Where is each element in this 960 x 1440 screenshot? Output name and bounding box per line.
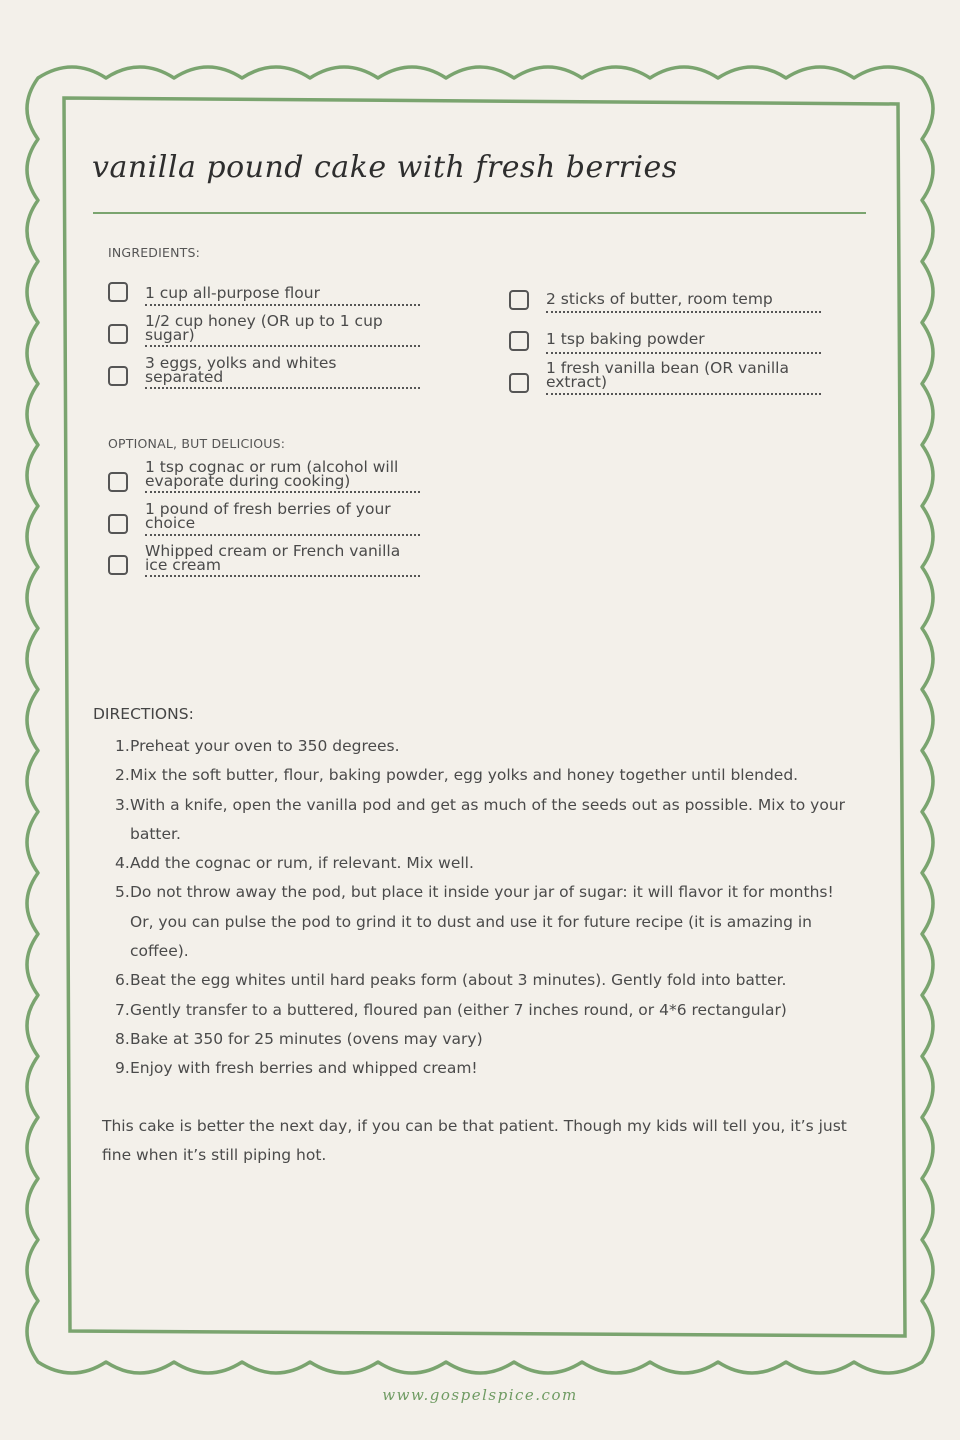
ingredient-text: 1/2 cup honey (OR up to 1 cup sugar) (145, 312, 383, 344)
footer-url[interactable]: www.gospelspice.com (382, 1386, 578, 1404)
ingredient-text: 1 tsp baking powder (546, 330, 705, 348)
optional-label: OPTIONAL, BUT DELICIOUS: (108, 436, 286, 451)
direction-step: Do not throw away the pod, but place it inside your jar of sugar: it will flavor it for months! Or, you can pulse the pod to grind it to dust and use it for future recipe (it is amazing in coffee). (130, 883, 834, 961)
dotted-line (145, 534, 420, 536)
direction-step: Add the cognac or rum, if relevant. Mix well. (130, 854, 474, 873)
checkbox[interactable] (108, 514, 128, 534)
directions-label: DIRECTIONS: (93, 705, 194, 723)
ingredient-text: 2 sticks of butter, room temp (546, 290, 773, 308)
title-divider (93, 212, 866, 214)
checkbox[interactable] (108, 366, 128, 386)
direction-step: Enjoy with fresh berries and whipped cream! (130, 1059, 478, 1078)
checkbox[interactable] (108, 324, 128, 344)
optional-text: 1 pound of fresh berries of your choice (145, 500, 391, 532)
direction-step: Preheat your oven to 350 degrees. (130, 737, 400, 755)
direction-step: With a knife, open the vanilla pod and get as much of the seeds out as possible. Mix to your batter. (130, 795, 846, 843)
checkbox[interactable] (509, 290, 529, 310)
directions-list (130, 732, 860, 1084)
optional-text: Whipped cream or French vanilla ice cream (145, 542, 401, 574)
dotted-line (546, 352, 821, 354)
dotted-line (145, 491, 420, 493)
checkbox[interactable] (509, 373, 529, 393)
ingredient-text: 3 eggs, yolks and whites separated (145, 354, 337, 386)
checkbox[interactable] (108, 555, 128, 575)
direction-step: Mix the soft butter, flour, baking powder, egg yolks and honey together until blended. (130, 766, 799, 785)
recipe-note: This cake is better the next day, if you can be that patient. Though my kids will tell you, it’s just fine when it’s still piping hot. (102, 1117, 847, 1165)
direction-step: Bake at 350 for 25 minutes (ovens may vary) (130, 1029, 483, 1048)
direction-step: Beat the egg whites until hard peaks form (about 3 minutes). Gently fold into batter. (130, 971, 787, 990)
direction-step: Gently transfer to a buttered, floured pan (either 7 inches round, or 4*6 rectangular) (130, 1000, 787, 1019)
dotted-line (145, 304, 420, 306)
dotted-line (145, 387, 420, 389)
recipe-title: vanilla pound cake with fresh berries (92, 150, 678, 185)
optional-text: 1 tsp cognac or rum (alcohol will evaporate during cooking) (145, 458, 399, 490)
checkbox[interactable] (509, 331, 529, 351)
checkbox[interactable] (108, 472, 128, 492)
ingredients-label: INGREDIENTS: (108, 245, 201, 260)
ingredient-text: 1 cup all-purpose flour (145, 284, 320, 302)
dotted-line (546, 393, 821, 395)
checkbox[interactable] (108, 282, 128, 302)
dotted-line (145, 575, 420, 577)
dotted-line (145, 345, 420, 347)
dotted-line (546, 311, 821, 313)
ingredient-text: 1 fresh vanilla bean (OR vanilla extract) (546, 359, 789, 391)
